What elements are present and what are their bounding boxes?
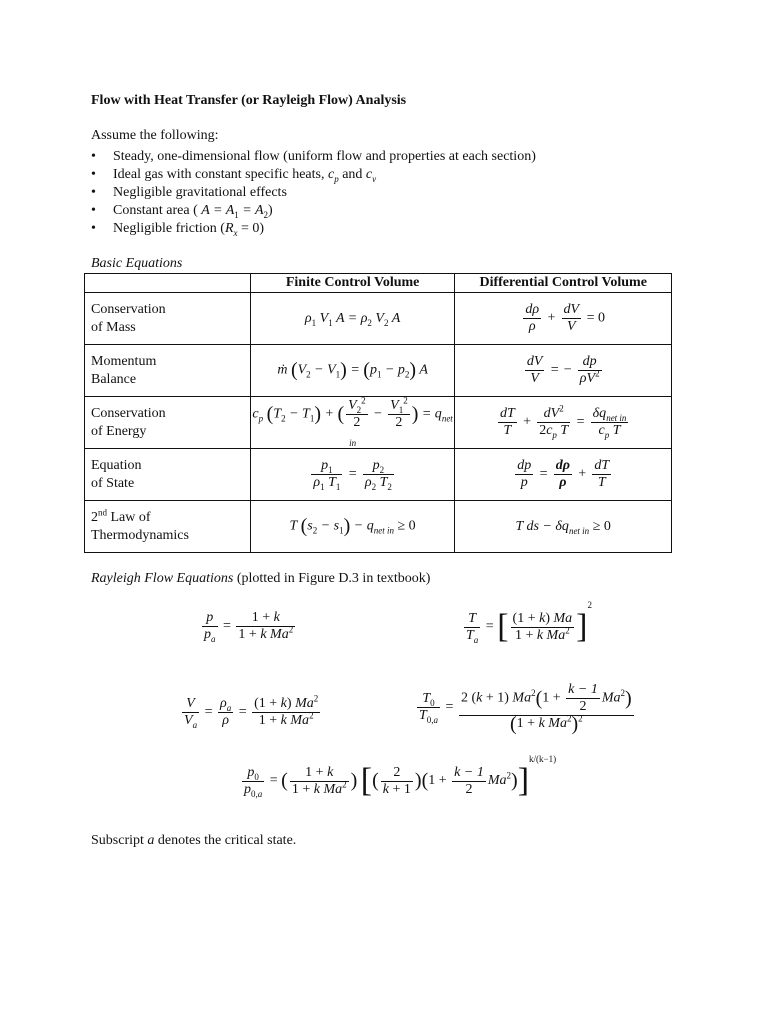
equation: $\rho_1$ $V_1$ $A = \rho_2$ $V_2$ A [250,293,455,345]
list-item: • Steady, one-dimensional flow (uniform flow and properties at each section) [91,149,536,164]
table-row: Conservation of Mass $\rho_1$ $V_1$ $A = \rho_2$ $V_2$ A $\frac{d\rho}{\rho}$ + $\frac{dV}{V}$ = 0 [85,293,672,345]
equation: $\frac{d\rho}{\rho}$ + $\frac{dV}{V}$ = 0 [455,293,672,345]
equation: $c_p$ $(T_2 - T_1)$ + ( $\frac{V_2^2}{2}$ − $\frac{V_1^2}{2}$ ) = $q_{net in}$ [250,397,455,449]
equation-velocity-ratio: $\frac{V}{V_a}$ = $\frac{\rho_a}{\rho}$ = $\frac{(1 + k) Ma^2}{1 + k Ma^2}$ [184,693,319,730]
equation-stagnation-temperature-ratio: $\frac{T_0}{T_{0,a}}$ = 2 (k + 1) $Ma^2(1$ + $\frac{k - 1}{2}$ Ma$^2$) (1 + k Ma$^2$)$^2$ [419,682,632,735]
equation-pressure-ratio: $\frac{p}{p_a}$ = $\frac{1 + k}{1 + k Ma^2}$ [204,610,294,644]
equation: $\frac{p_1}{\rho_1 T_1}$ = $\frac{p_2}{\rho_2 T_2}$ [250,449,455,501]
table-row: Momentum Balance ṁ $(V_2 - V_1) = (p_1 - p_2)$ A $\frac{dV}{V}$ = − $\frac{dp}{\rho V^2}$ [85,345,672,397]
footnote: Subscript a denotes the critical state. [91,833,297,848]
table-row: Equation of State $\frac{p_1}{\rho_1 T_1}$ = $\frac{p_2}{\rho_2 T_2}$ $\frac{dp}{p}$ = $\frac{d\rho}{\rho}$ + $\frac{dT}{T}$ [85,449,672,501]
equation: T ds − $\delta q_{net in} \ge 0$ [455,501,672,553]
equation: T $(s_2 - s_1) - q_{net in} \ge 0$ [250,501,455,553]
equation-stagnation-pressure-ratio: $\frac{p_0}{p_{0,a}}$ = ( $\frac{1 + k}{1 + k Ma^2}$ ) [( $\frac{2}{k + 1}$ )(1 + $\frac{k - 1}{2}$ Ma$^2$)]$^{k/(k-1)}$ [244,754,557,799]
table-header-row [85,274,672,293]
equation: $\frac{dp}{p}$ = $\frac{d\rho}{\rho}$ + $\frac{dT}{T}$ [455,449,672,501]
list-item: • Ideal gas with constant specific heats, $c_p$ and $c_v$ [91,167,377,184]
section-heading: Basic Equations [91,256,183,271]
equation-temperature-ratio: $\frac{T}{T_a}$ = [ $\frac{(1 + k) Ma}{1 + k Ma^2}$ ]$^2$ [466,600,592,645]
rayleigh-heading: Rayleigh Flow Equations (plotted in Figure D.3 in textbook) [91,571,431,586]
basic-equations-table [84,273,672,553]
column-header: Finite Control Volume [250,274,455,293]
equation: $\frac{dT}{T}$ + $\frac{dV^2}{2c_p T}$ = $\frac{\delta q_{net in}}{c_p T}$ [455,397,672,449]
assumption-list [91,148,536,238]
table-row: Conservation of Energy $c_p$ $(T_2 - T_1)$ + ( $\frac{V_2^2}{2}$ − $\frac{V_1^2}{2}$ ) = $q_{net in}$ $\frac{dT}{T}$ + $\frac{dV^2}{2c_p T}$ = $\frac{\delta q_{net in}}{c_p T}$ [85,397,672,449]
equation: $\frac{dV}{V}$ = − $\frac{dp}{\rho V^2}$ [455,345,672,397]
list-item: • Constant area ( $A = A_1 = A_2$) [91,203,273,220]
table-row: 2nd Law of Thermodynamics T $(s_2 - s_1) - q_{net in} \ge 0$ T ds − $\delta q_{net in} \ge 0$ [85,501,672,553]
list-item: • Negligible friction $(R_x = 0)$ [91,221,265,238]
list-item: • Negligible gravitational effects [91,185,287,200]
intro-text: Assume the following: [91,128,219,143]
column-header: Differential Control Volume [455,274,672,293]
page-title: Flow with Heat Transfer (or Rayleigh Flow) Analysis [91,93,407,108]
equation: ṁ $(V_2 - V_1) = (p_1 - p_2)$ A [250,345,455,397]
